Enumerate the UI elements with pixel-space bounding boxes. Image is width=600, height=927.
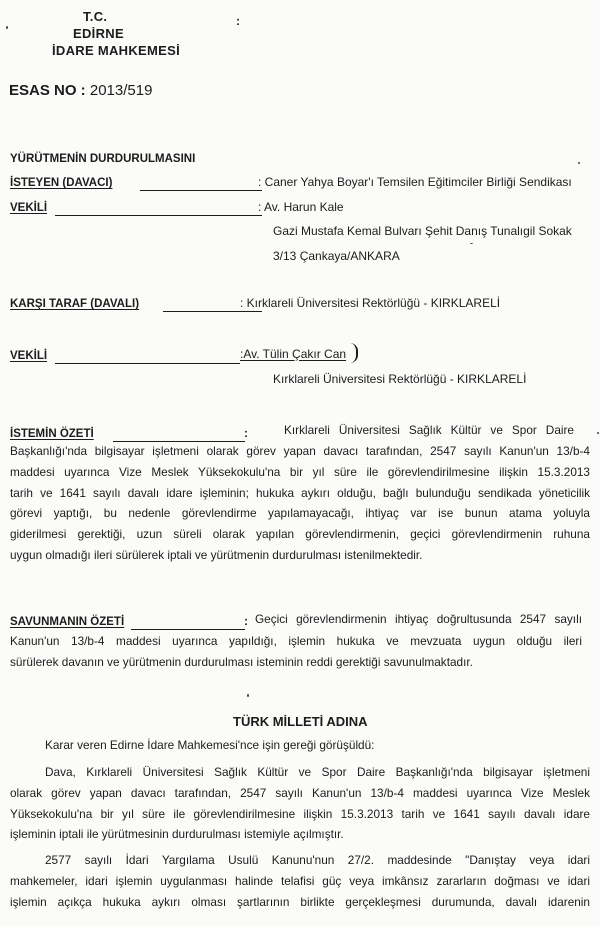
scan-speck [597,432,599,434]
karsi-taraf-label: KARŞI TARAF (DAVALI) [10,298,140,310]
vekili1-label: VEKİLİ [10,202,48,214]
karsi-taraf-value: : Kırklareli Üniversitesi Rektörlüğü - KIRKLARELİ [240,296,501,310]
istemin-line: görevi yaptığı, bu nedenle görevlendirme yapılamayacağı, ihtiyaç var ise bunun atama yoluyla [10,506,590,521]
case-number [9,82,152,99]
vekili1-address-line2: 3/13 Çankaya/ANKARA [273,249,400,263]
isteyen-value: : Caner Yahya Boyar'ı Temsilen Eğitimciler Birliği Sendikası [258,175,572,189]
header-tc: T.C. [83,9,108,24]
vekili2-value: :Av. Tülin Çakır Can [240,347,347,361]
karar-line: Dava, Kırklareli Üniversitesi Sağlık Kültür ve Spor Daire Başkanlığı'nda bilgisayar işletmeni [45,765,590,779]
savunma-paragraph [10,631,582,673]
karar-title: TÜRK MİLLETİ ADINA [233,714,368,729]
vekili2-label: VEKİLİ [10,350,48,362]
savunma-line: Geçici görevlendirmenin ihtiyaç doğrultusunda 2547 sayılı [255,612,582,626]
karar-line: olarak görev yapan davacı tarafından, 2547 sayılı Kanun'un 13/b-4 maddesi uyarınca Vize Meslek [10,785,590,800]
scan-speck [247,694,249,697]
vekili1-leader [55,215,262,216]
karar-line: Yüksekokulu'na bir yıl süre ile görevlendirilmesine ilişkin 15.3.2013 tarih ve 1641 sayılı davalı idare [10,806,590,821]
header-city: EDİRNE [73,26,124,41]
durdurma-title: YÜRÜTMENİN DURDURULMASINI [10,153,196,165]
istemin-line: giderilmesi gerektiği, uzun süreli olarak yapılan görevlendirmenin, geçici görevlendirmenin ruhuna [10,527,590,542]
savunma-colon: : [244,614,248,628]
karar-paragraph-2 [10,850,590,912]
header-court: İDARE MAHKEMESİ [52,43,181,58]
scan-speck [578,162,580,164]
scan-speck [6,26,8,29]
karar-line: işleminin iptali ile yürütmesinin durdurulması istemiyle açılmıştır. [10,827,344,842]
case-number-value: 2013/519 [89,82,153,99]
savunma-line: sürülerek davanın ve yürütmenin durdurulması isteminin reddi gerektiği savunulmaktadır. [10,654,473,669]
savunma-leader [131,629,245,630]
savunma-ozeti-label: SAVUNMANIN ÖZETİ [10,616,125,628]
savunma-line: Kanun'un 13/b-4 maddesi uyarınca yapıldığı, işlemin hukuka ve mevzuata uygun olduğu ileri [10,634,582,648]
pen-mark-icon [344,343,358,363]
header-side-mark: : [236,14,240,28]
istemin-line: maddesi uyarınca Vize Meslek Yüksekokulu'na bir yıl süre ile görevlendirilmesine ilişkin 15.3.2013 [10,464,590,479]
karar-intro: Karar veren Edirne İdare Mahkemesi'nce işin gereği görüşüldü: [45,738,375,752]
savunma-first-line-block [255,609,582,630]
istemin-first-line-block [284,420,574,441]
isteyen-label: İSTEYEN (DAVACI) [10,177,113,189]
karar-line: 2577 sayılı İdari Yargılama Usulü Kanunu'nun 27/2. maddesinde "Danıştay veya idari [45,853,590,867]
istemin-line: uygun olmadığı ileri sürülerek iptali ve yürütmenin durdurulması istenilmektedir. [10,547,423,562]
karar-paragraph-1 [10,762,590,845]
vekili1-value: : Av. Harun Kale [258,200,344,214]
istemin-line: Kırklareli Üniversitesi Sağlık Kültür ve Spor Daire [284,423,574,437]
istemin-line: Başkanlığı'nda bilgisayar işletmeni olarak görev yapan davacı tarafından, 2547 sayılı Kanun'un 13/b-4 [10,444,590,458]
vekili2-address: Kırklareli Üniversitesi Rektörlüğü - KIRKLARELİ [273,372,527,386]
istemin-colon: : [244,426,248,440]
karar-line: mahkemeler, idari işlemin uygulanması halinde telafisi güç veya imkânsız zararların doğması ve idari [10,873,590,888]
isteyen-leader [140,190,262,191]
karar-line: işlemin açıkça hukuka aykırı olması şartlarının birlikte gerçekleşmesi durumunda, davalı idarenin [10,894,590,909]
istemin-ozeti-label: İSTEMİN ÖZETİ [10,428,94,440]
istemin-line: tarih ve 1641 sayılı davalı idare işleminin; hukuka aykırı olduğu, bağlı bulunduğu sendikada yöneticilik [10,485,590,500]
karsi-taraf-leader [163,311,262,312]
case-number-label: ESAS NO : [9,82,86,99]
vekili1-address-line1: Gazi Mustafa Kemal Bulvarı Şehit Danış Tunalıgil Sokak [273,224,572,238]
vekili2-leader [55,363,240,364]
istemin-paragraph [10,441,590,566]
scan-speck [470,243,473,244]
